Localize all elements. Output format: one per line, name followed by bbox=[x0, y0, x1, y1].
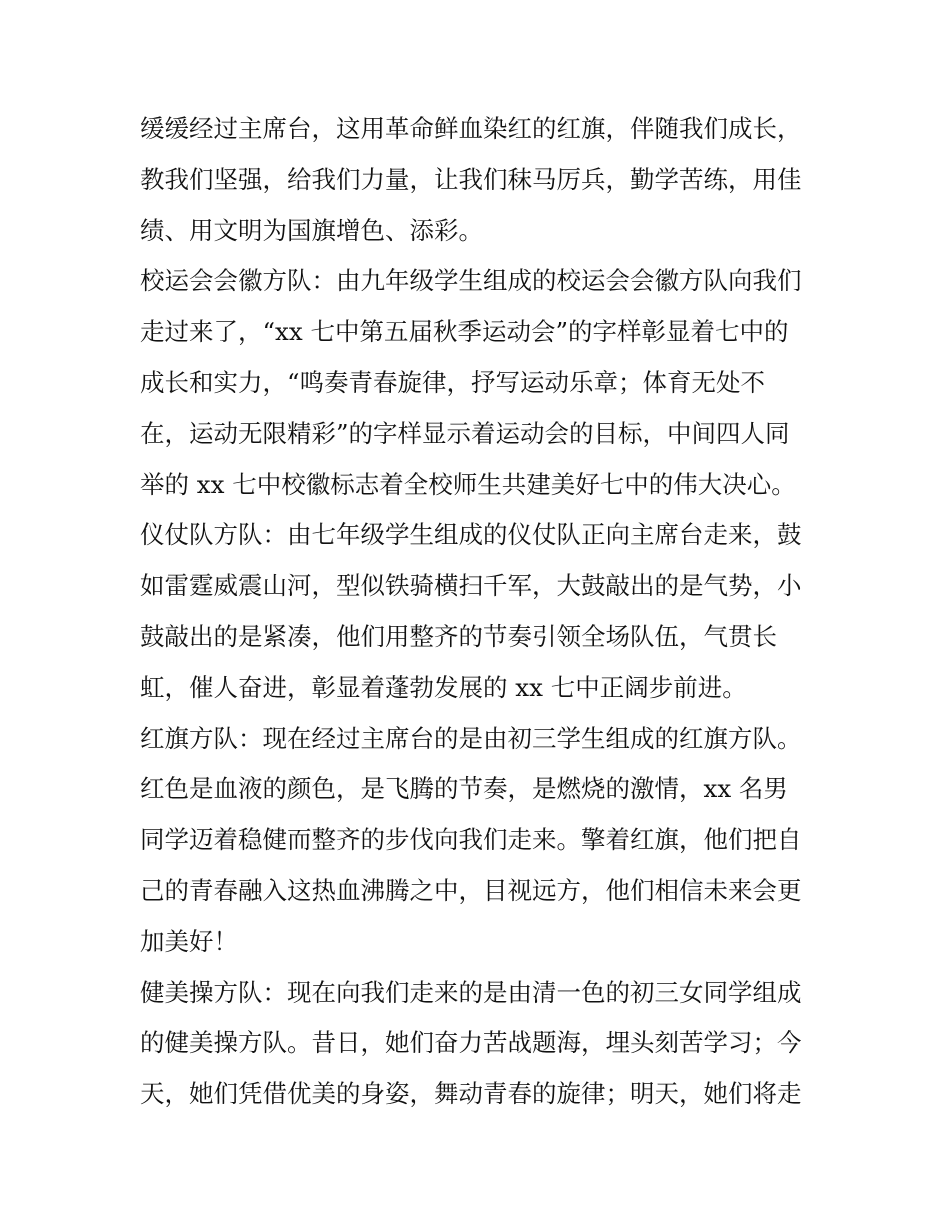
text-line: 加美好！ bbox=[140, 926, 238, 956]
body-text bbox=[140, 104, 820, 1120]
text-line: 举的 xx 七中校徽标志着全校师生共建美好七中的伟大决心。 bbox=[140, 469, 796, 499]
text-line: 在，运动无限精彩”的字样显示着运动会的目标，中间四人同 bbox=[140, 418, 790, 448]
text-line: 绩、用文明为国旗增色、添彩。 bbox=[140, 215, 483, 245]
text-line: 同学迈着稳健而整齐的步伐向我们走来。擎着红旗，他们把自 bbox=[140, 825, 802, 855]
text-line: 天，她们凭借优美的身姿，舞动青春的旋律；明天，她们将走 bbox=[140, 1079, 802, 1109]
text-line: 如雷霆威震山河，型似铁骑横扫千军，大鼓敲出的是气势，小 bbox=[140, 571, 802, 601]
text-line: 走过来了，“xx 七中第五届秋季运动会”的字样彰显着七中的 bbox=[140, 317, 789, 347]
text-line: 虹，催人奋进，彰显着蓬勃发展的 xx 七中正阔步前进。 bbox=[140, 672, 747, 702]
text-line: 己的青春融入这热血沸腾之中，目视远方，他们相信未来会更 bbox=[140, 875, 802, 905]
text-line: 红旗方队：现在经过主席台的是由初三学生组成的红旗方队。 bbox=[140, 723, 802, 753]
text-line: 鼓敲出的是紧凑，他们用整齐的节奏引领全场队伍，气贯长 bbox=[140, 621, 777, 651]
text-line: 仪仗队方队：由七年级学生组成的仪仗队正向主席台走来，鼓 bbox=[140, 520, 802, 550]
text-line: 健美操方队：现在向我们走来的是由清一色的初三女同学组成 bbox=[140, 977, 802, 1007]
text-line: 教我们坚强，给我们力量，让我们秣马厉兵，勤学苦练，用佳 bbox=[140, 164, 802, 194]
text-line: 成长和实力，“鸣奏青春旋律，抒写运动乐章；体育无处不 bbox=[140, 367, 766, 397]
text-line: 校运会会徽方队：由九年级学生组成的校运会会徽方队向我们 bbox=[140, 266, 802, 296]
text-line: 缓缓经过主席台，这用革命鲜血染红的红旗，伴随我们成长， bbox=[140, 114, 802, 143]
text-line: 红色是血液的颜色，是飞腾的节奏，是燃烧的激情，xx 名男 bbox=[140, 774, 788, 804]
text-line: 的健美操方队。昔日，她们奋力苦战题海，埋头刻苦学习；今 bbox=[140, 1028, 802, 1058]
